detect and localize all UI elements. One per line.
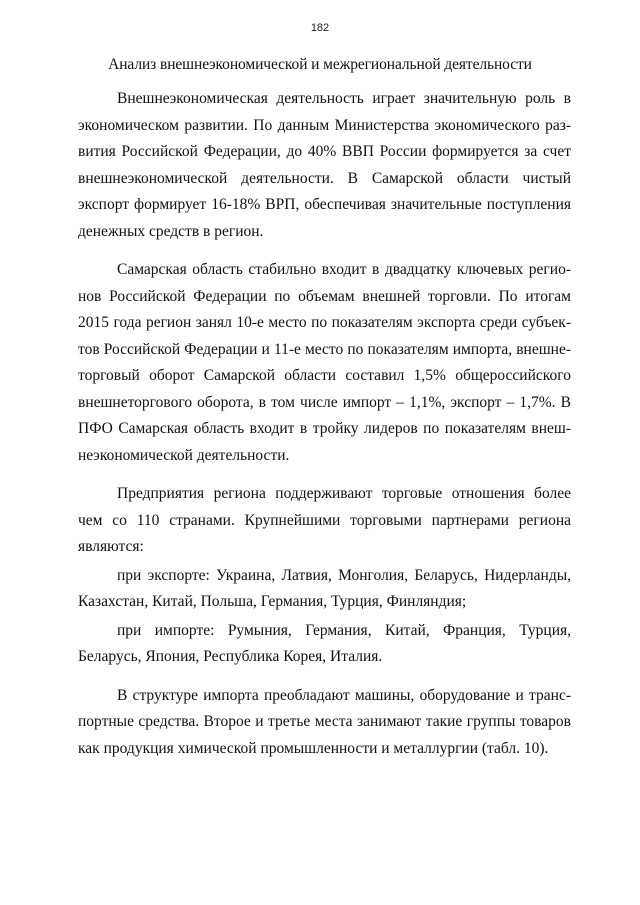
paragraph-import-structure: В структуре импорта преобладают машины, оборудование и транспортные средства. Второе и третье места занимают такие группы товаров как продукция химической промышленности и металлургии (табл. 10).	[78, 686, 571, 757]
paragraph-export-partners: при экспорте: Украина, Латвия, Монголия, Беларусь, Нидерланды, Казахстан, Китай, Польша, Германия, Турция, Финляндия;	[78, 566, 571, 610]
body-text	[78, 86, 571, 762]
paragraph-samara-trade-ranking: Самарская область стабильно входит в двадцатку ключевых регионов Российской Федерации по объемам внешней торговли. По итогам 2015 года регион занял 10-е место по показателям экспорта среди субъектов Российской Федерации и 11-е место по показателям импорта, внешнеторговый оборот Самарской области составил 1,5% общероссийского внешнеторгового оборота, в том числе импорт – 1,1%, экспорт – 1,7%. В ПФО Самарская область входит в тройку лидеров по показателям внешнеэкономической деятельности.	[78, 261, 571, 464]
section-heading: Анализ внешнеэкономической и межрегиональной деятельности	[108, 56, 532, 73]
paragraph-trade-partners-intro: Предприятия региона поддерживают торговые отношения более чем со 110 странами. Крупнейшими торговыми партнерами региона являются:	[78, 485, 571, 555]
paragraph-import-partners: при импорте: Румыния, Германия, Китай, Франция, Турция, Беларусь, Япония, Республика Корея, Италия.	[78, 621, 571, 665]
paragraph-foreign-economic-role: Внешнеэкономическая деятельность играет значительную роль в экономическом развитии. По данным Министерства экономического развития Российской Федерации, до 40% ВВП России формируется за счет внешнеэкономической деятельности. В Самарской области чистый экспорт формирует 16-18% ВРП, обеспечивая значительные поступления денежных средств в регион.	[78, 90, 571, 240]
page-number: 182	[310, 22, 330, 34]
